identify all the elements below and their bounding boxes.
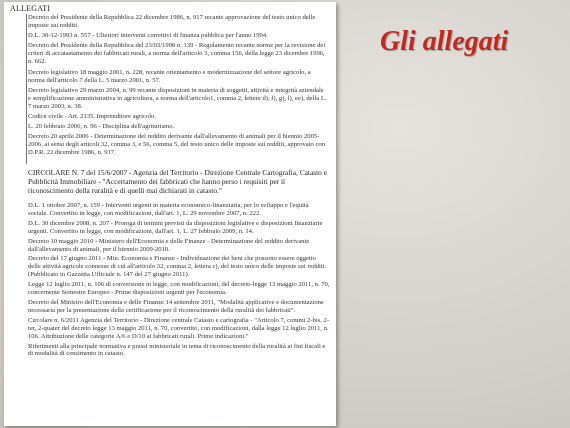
document-image [4, 2, 336, 426]
vertical-rule [26, 14, 27, 164]
document-entry: CIRCOLARE N. 7 del 15/6/2007 - Agenzia del Territorio - Direzione Centrale Cartografia, Catasto e Pubblicità Immobiliare - "Accertamento dei fabbricati che hanno perso i requisiti per il riconoscimento della ruralità e di quelli mai dichiarati in catasto." [28, 168, 327, 196]
section-1 [28, 14, 328, 160]
document-entry: D.L. 1 ottobre 2007, n. 159 - Interventi urgenti in materia economico-finanziaria, per lo sviluppo e l'equità sociale. Convertito in legge, con modificazioni, dall'art. 1, L. 29 novembre 2007, n. 222. [28, 202, 309, 217]
section-3 [28, 202, 330, 360]
document-entry: L. 20 febbraio 2006, n. 96 - Disciplina dell'agriturismo. [28, 123, 175, 131]
document-entry: Legge 12 luglio 2011, n. 106 di conversione in legge, con modificazioni, del decreto-legge 13 maggio 2011, n. 70, concernente Semestre Europeo - Prime disposizioni urgenti per l'economia. [28, 281, 330, 297]
document-entry: Decreto del Ministro dell'Economia e delle Finanze 14 settembre 2011, "Modalità applicative e documentazione necessaria per la presentazione della certificazione per il riconoscimento della ruralità dei fabbricati". [28, 298, 324, 314]
document-entry: Circolare n. 6/2011 Agenzia del Territorio - Direzione centrale Catasto e cartografia - "Articolo 7, commi 2-bis, 2-ter, 2-quater del decreto legge 13 maggio 2011, n. 70, convertito, con modificazioni, dalla legge 12 luglio 2011, n. 106. Attribuzione delle categorie A/6 e D/10 ai fabbricati rurali. Prime indicazioni." [28, 316, 330, 340]
section-2 [28, 168, 330, 198]
document-entry: Decreto 10 maggio 2010 - Ministero dell'Economia e delle Finanze - Determinazione del reddito derivante dall'allevamento di animali, per il biennio 2009-2010. [28, 237, 310, 253]
document-entry: Decreto legislativo 18 maggio 2001, n. 228, recante orientamento e modernizzazione del settore agricolo, a norma dell'articolo 7 della L. 5 marzo 2001, n. 57. [28, 68, 311, 84]
document-entry: Codice civile - Art. 2135. Imprenditore agricolo. [28, 113, 156, 121]
document-entry: Riferimenti alla principale normativa e prassi ministeriale in tema di riconoscimento della ruralità ai fini fiscali e di modalità di censimento in catasto. [28, 342, 326, 358]
document-entry: Decreto legislativo 29 marzo 2004, n. 99 recante disposizioni in materia di soggetti, attività e integrità aziendale e semplificazione amministrativa in agricoltura, a norma dell'articolo1, comma 2, lettere d), f), g), l), ee), della L. 7 marzo 2003, n. 38. [28, 86, 327, 110]
document-entry: Decreto 20 aprile 2006 - Determinazione del reddito derivante dall'allevamento di animali per il biennio 2005-2006, ai sensi degli articoli 32, comma 3, e 56, comma 5, del testo unico delle imposte sui redditi, approvato con D.P.R. 22 dicembre 1986, n. 917. [28, 133, 326, 157]
document-entry: Decreto del Presidente della Repubblica 22 dicembre 1986, n. 917 recante approvazione del testo unico delle imposte sui redditi. [28, 14, 316, 30]
document-entry: D.L. 30 dicembre 2008, n. 207 - Proroga di termini previsti da disposizioni legislative e disposizioni finanziarie urgenti. Convertito in legge, con modificazioni, dall'art. 1, L. 27 febbraio 2009, n. 14. [28, 219, 323, 235]
document-entry: Decreto del 17 giugno 2011 - Min. Economia e Finanze - Individuazione dei beni che possono essere oggetto delle attività agricole connesse di cui all'articolo 32, comma 2, lettera c), del testo unico delle imposte sui redditi. (Pubblicato in Gazzetta Ufficiale n. 147 del 27 giugno 2011). [28, 255, 327, 279]
document-entry: Decreto del Presidente della Repubblica del 23/03/1998 n. 139 - Regolamento recante norme per la revisione dei criteri di accatastamento dei fabbricati rurali, a norma dell'articolo 3, comma 156, della legge 23 dicembre 1996, n. 662. [28, 42, 326, 66]
document-entry: D.L. 30-12-1993 n. 557 - Ulteriori interventi correttivi di finanza pubblica per l'anno 1994. [28, 32, 268, 40]
slide-title: Gli allegati [380, 26, 509, 57]
document-header: ALLEGATI [10, 4, 51, 13]
